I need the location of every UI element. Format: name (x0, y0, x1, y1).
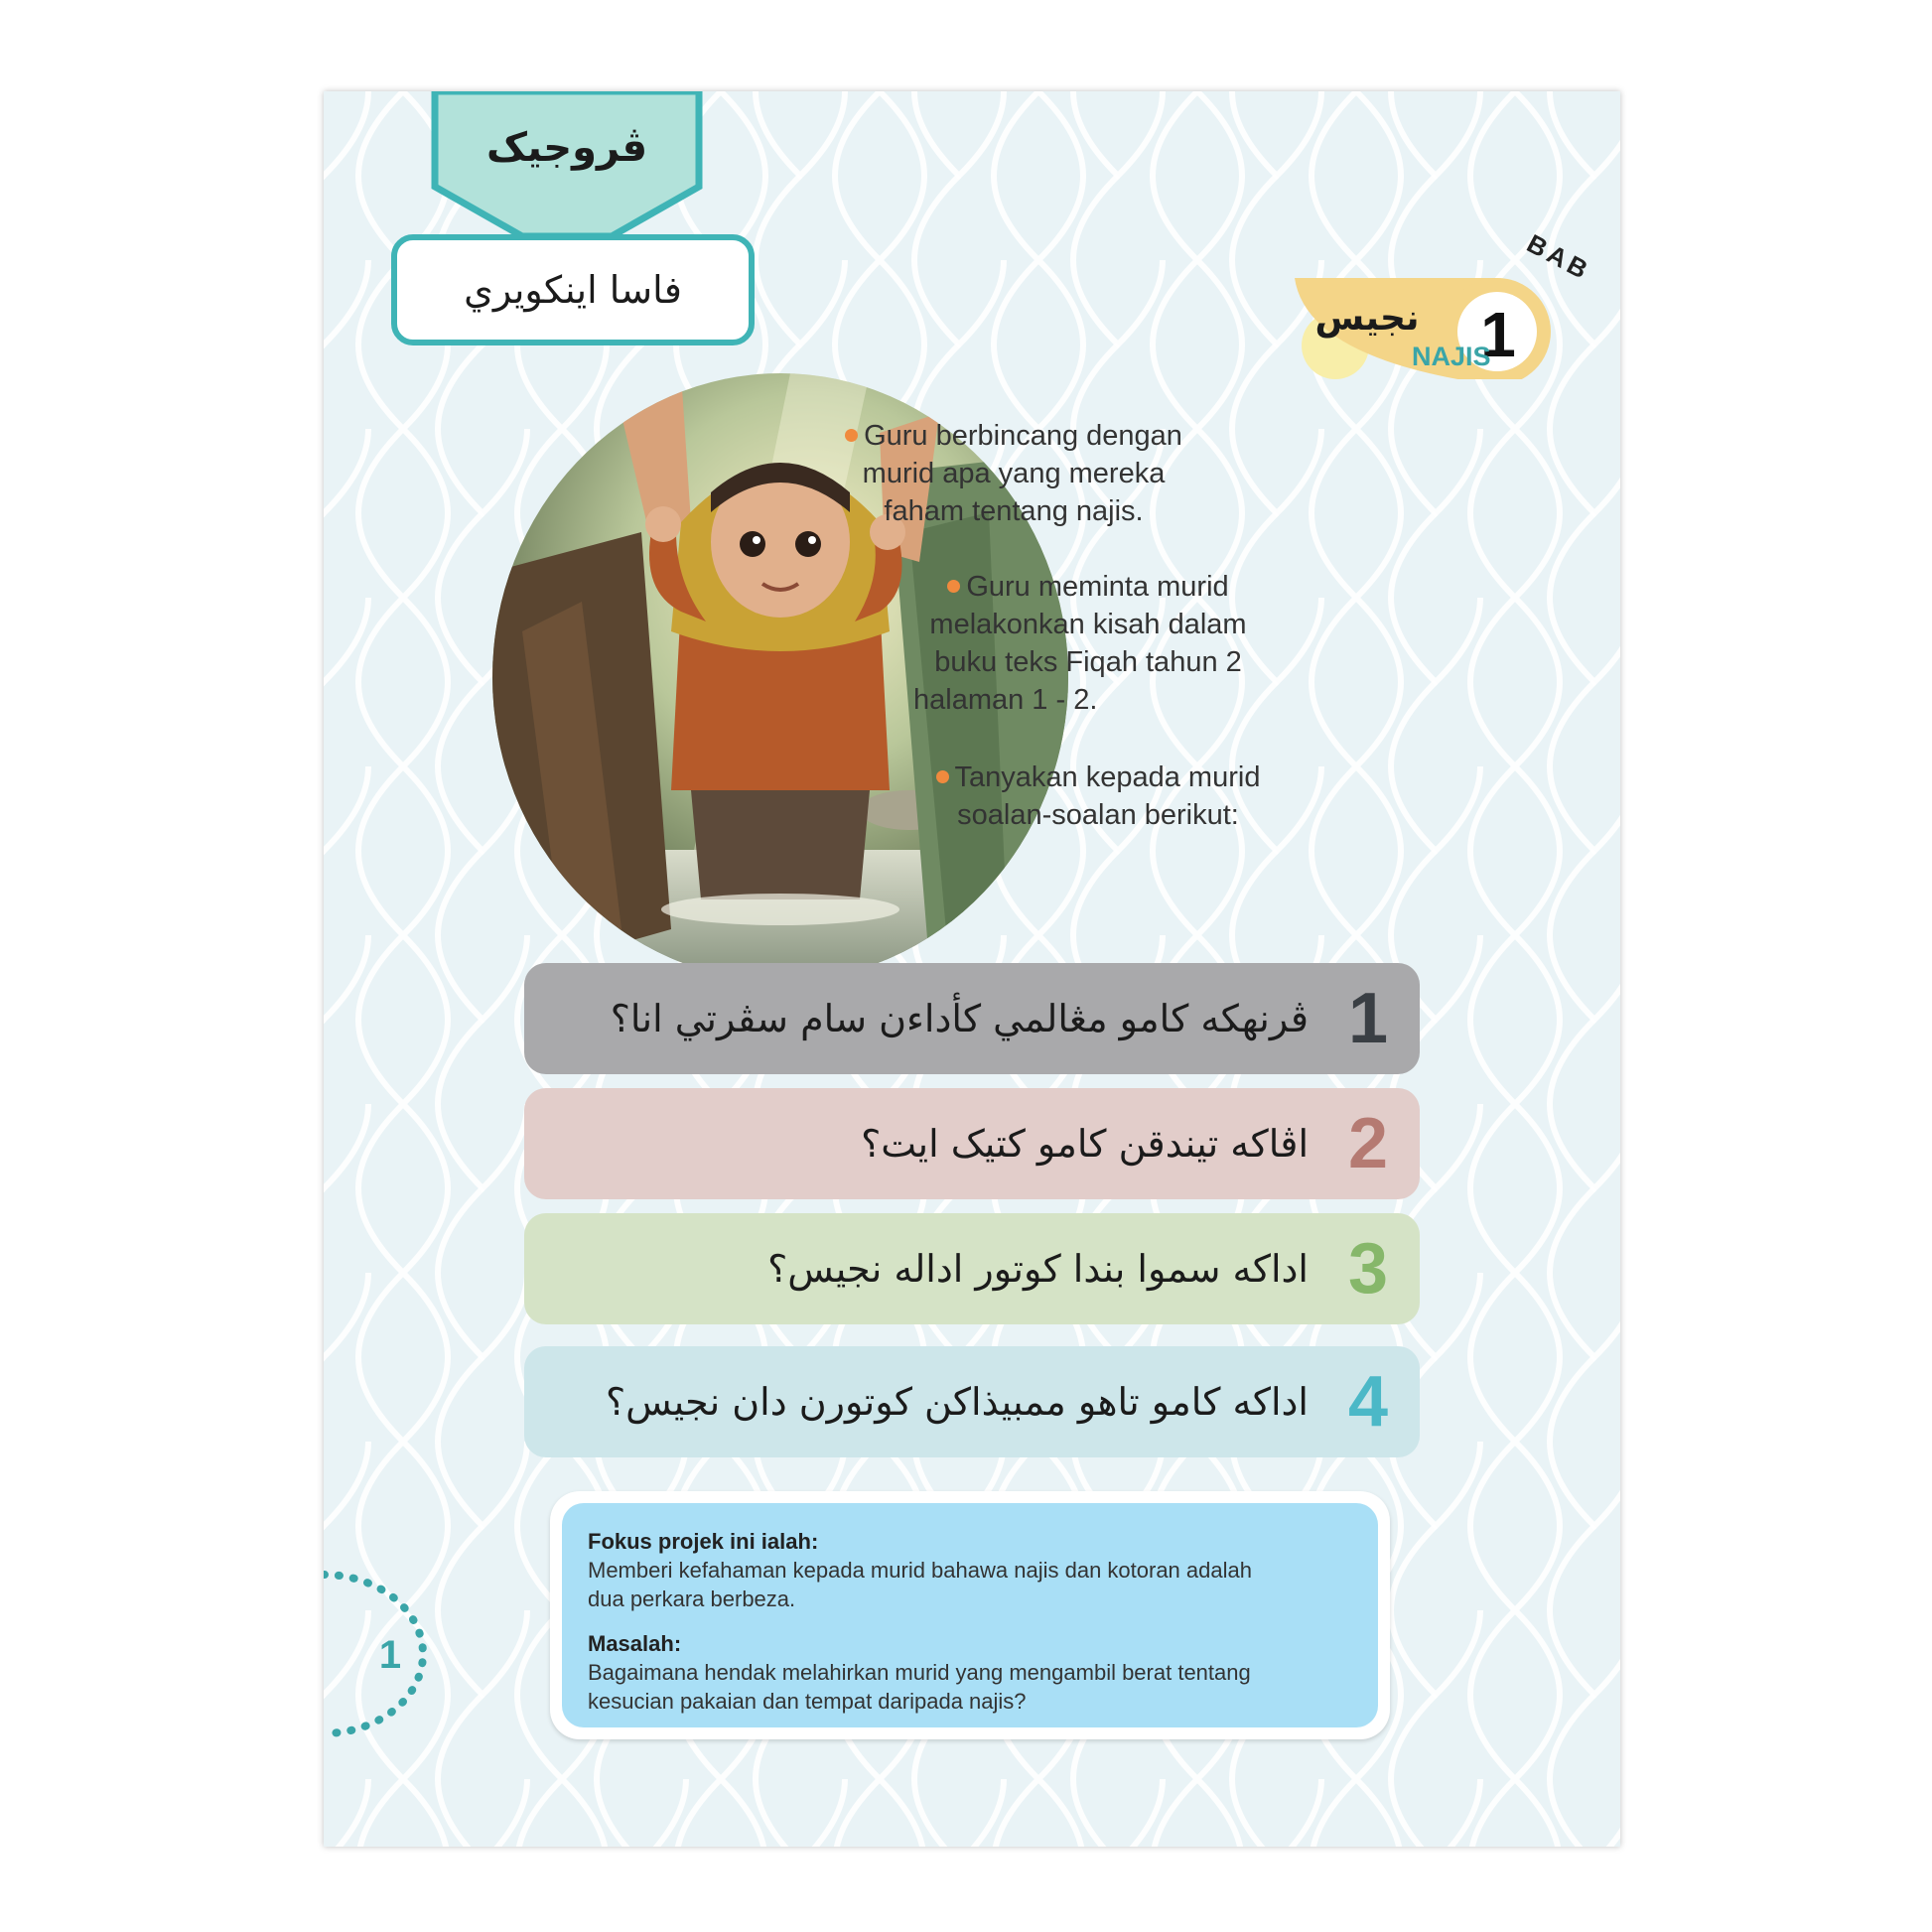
book-page (324, 91, 1620, 1847)
fasa-label: فاسا اينکويري (391, 234, 755, 345)
instruction-line: murid apa yang mereka (862, 458, 1166, 489)
question-number: 1 (1347, 979, 1389, 1058)
focus-text: dua perkara berbeza. (588, 1587, 796, 1611)
question-2 (524, 1088, 1420, 1199)
instruction-line: halaman 1 - 2. (913, 684, 1098, 716)
focus-text: Memberi kefahaman kepada murid bahawa najis dan kotoran adalah (588, 1558, 1252, 1583)
project-focus-content (562, 1503, 1378, 1727)
bullet-icon (936, 770, 949, 783)
problem-heading: Masalah: (588, 1631, 682, 1656)
chapter-number: 1 (1480, 299, 1516, 370)
problem-text: Bagaimana hendak melahirkan murid yang mengambil berat tentang (588, 1660, 1251, 1685)
projek-tab (431, 91, 703, 240)
question-number: 4 (1347, 1362, 1389, 1442)
project-focus-box (550, 1491, 1390, 1739)
bullet-icon (947, 580, 960, 593)
projek-label: ڤروجيک (485, 125, 648, 171)
question-text: اڤاکه تيندقن کامو کتيک ايت؟ (861, 1122, 1309, 1166)
instruction-2 (899, 568, 1277, 719)
question-3 (524, 1213, 1420, 1324)
instruction-line: faham tentang najis. (884, 495, 1144, 527)
question-4 (524, 1346, 1420, 1457)
bullet-icon (845, 429, 858, 442)
instruction-line: Tanyakan kepada murid (954, 761, 1261, 793)
page-number: 1 (378, 1633, 402, 1677)
instruction-line: melakonkan kisah dalam (929, 609, 1247, 640)
bab-label: BAB (1522, 227, 1596, 287)
question-number: 3 (1347, 1229, 1389, 1309)
question-text: ڤرنهکه کامو مڠالمي کأداءن سام سڤرتي انا؟ (610, 997, 1309, 1040)
problem-text: kesucian pakaian dan tempat daripada najis? (588, 1689, 1027, 1714)
question-text: اداکه کامو تاهو ممبيذاکن کوتورن دان نجيس؟ (606, 1380, 1309, 1424)
instruction-line: Guru berbincang dengan (864, 420, 1182, 452)
instruction-1 (820, 417, 1207, 530)
instruction-line: Guru meminta murid (966, 571, 1229, 603)
chapter-title-rumi: NAJIS (1412, 342, 1491, 371)
focus-heading: Fokus projek ini ialah: (588, 1529, 819, 1554)
instruction-line: buku teks Fiqah tahun 2 (934, 646, 1242, 678)
question-1 (524, 963, 1420, 1074)
instruction-3 (899, 759, 1297, 834)
instruction-line: soalan-soalan berikut: (957, 799, 1239, 831)
question-number: 2 (1347, 1104, 1389, 1183)
question-text: اداکه سموا بندا کوتور اداله نجيس؟ (767, 1247, 1309, 1291)
chapter-badge (1207, 161, 1596, 379)
chapter-title-jawi: نجيس (1314, 298, 1420, 339)
